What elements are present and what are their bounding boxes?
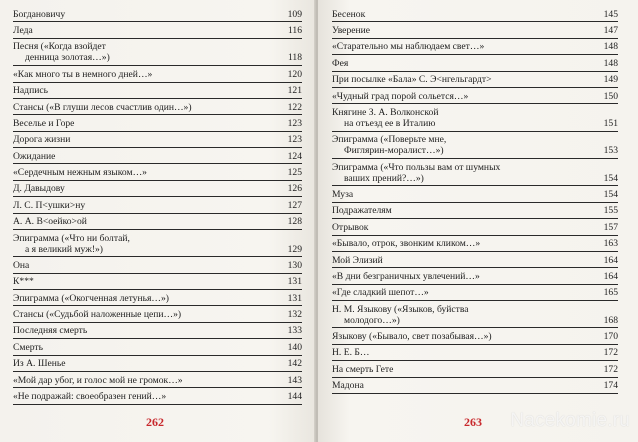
toc-entry-title: Н. Е. Б… [332,347,370,359]
toc-entry [13,274,302,290]
toc-entry-title: «Где сладкий шепот…» [332,287,429,299]
toc-entry-page: 163 [603,238,618,250]
toc-entry [13,39,302,66]
toc-entry-page: 155 [603,205,618,217]
toc-entry-page: 147 [603,25,618,37]
toc-entry-page: 149 [603,74,618,86]
toc-entry-page: 154 [603,172,618,184]
toc-entry-title: Ожидание [13,150,56,162]
toc-entry-page: 148 [603,41,618,53]
toc-entry [13,132,302,148]
toc-entry-title: Отрывок [332,221,369,233]
toc-entry-title: Эпиграмма («Что пользы вам от шумных [332,161,501,173]
toc-entry [13,22,302,38]
toc-entry-title: Языкову («Бывало, свет позабывая…») [332,331,492,343]
toc-entry-title: Богдановичу [13,8,66,20]
toc-entry-page: 142 [287,358,302,370]
toc-entry-title: Фея [332,57,349,69]
toc-entry-title: «Как много ты в немного дней…» [13,68,153,80]
toc-entry-page: 150 [603,90,618,102]
toc-entry [13,99,302,115]
toc-entry-page: 157 [603,221,618,233]
toc-entry-title: А. А. В<оейко>ой [13,216,87,228]
toc-entry-title: «Мой дар убог, и голос мой не громок…» [13,374,183,386]
toc-entry [13,164,302,180]
toc-entry-title: Княгине З. А. Волконской [332,106,439,118]
toc-entry-title: «Бывало, отрок, звонким кликом…» [332,238,481,250]
toc-entry-title: Мой Элизий [332,254,383,266]
toc-entry-title: молодого…») [344,314,400,326]
toc-entry-title: Веселье и Горе [13,117,75,129]
toc-entry-page: 125 [287,167,302,179]
toc-entry-title: а я великий муж!») [25,243,104,255]
toc-entry-title: Стансы («В глуши лесов счастлив один…») [13,101,192,113]
toc-entry-page: 140 [287,341,302,353]
toc-entry-page: 129 [287,243,302,255]
toc-entry [13,290,302,306]
toc-entry-page: 109 [287,8,302,20]
toc-entry-page: 116 [287,25,302,37]
toc-entry [13,214,302,230]
toc-entry-title: Дорога жизни [13,134,71,146]
toc-entry-title: Леда [13,25,33,37]
toc-entry-title: «Старательно мы наблюдаем свет…» [332,41,485,53]
right-toc [332,6,618,394]
toc-entry [332,55,618,71]
toc-entry-title: денница золотая…») [25,52,110,64]
toc-entry-page: 144 [287,390,302,402]
toc-entry-page: 168 [603,314,618,326]
toc-entry [13,66,302,82]
toc-entry-title: «Чудный град порой сольется…» [332,90,469,102]
toc-entry [13,148,302,164]
left-page-number: 262 [146,415,164,429]
toc-entry [332,378,618,394]
left-page [0,0,316,442]
toc-entry-title: Уверение [332,25,371,37]
toc-entry-title: Фиглярин-моралист…») [344,145,444,157]
toc-entry-page: 122 [287,101,302,113]
toc-entry-title: «Сердечным нежным языком…» [13,167,147,179]
toc-entry-page: 172 [603,347,618,359]
toc-entry-title: на отъезд ее в Италию [344,117,436,129]
toc-entry-page: 132 [287,309,302,321]
toc-entry [332,301,618,328]
toc-entry [332,268,618,284]
toc-entry [13,306,302,322]
right-page-number: 263 [464,415,482,429]
toc-entry-title: Надпись [13,85,48,97]
toc-entry [332,361,618,377]
toc-entry-page: 130 [287,259,302,271]
toc-entry [13,230,302,257]
toc-entry-title: Эпиграмма («Поверьте мне, [332,134,447,146]
toc-entry-title: Подражателям [332,205,392,217]
toc-entry [13,323,302,339]
toc-entry [332,104,618,131]
toc-entry-page: 126 [287,183,302,195]
toc-entry-title: Эпиграмма («Окогченная летунья…») [13,292,169,304]
toc-entry-page: 124 [287,150,302,162]
toc-entry-title: Н. М. Языкову («Языков, буйства [332,303,469,315]
toc-entry-title: Муза [332,189,354,201]
toc-entry [332,6,618,22]
toc-entry [332,345,618,361]
toc-entry-title: К*** [13,276,34,288]
toc-entry-page: 123 [287,134,302,146]
toc-entry-title: На смерть Гете [332,363,394,375]
toc-entry-page: 153 [603,145,618,157]
toc-entry-title: Мадона [332,380,364,392]
toc-entry-page: 154 [603,189,618,201]
toc-entry-title: «В дни безграничных увлечений…» [332,270,480,282]
toc-entry [332,132,618,159]
toc-entry [13,356,302,372]
toc-entry [13,197,302,213]
toc-entry [13,6,302,22]
toc-entry [332,159,618,186]
toc-entry [332,88,618,104]
toc-entry [332,39,618,55]
toc-entry-page: 131 [287,276,302,288]
toc-entry-page: 151 [603,117,618,129]
toc-entry-page: 170 [603,331,618,343]
toc-entry-title: Д. Давыдову [13,183,65,195]
toc-entry [332,186,618,202]
toc-entry-title: «Не подражай: своеобразен гений…» [13,390,167,402]
toc-entry-title: Эпиграмма («Что ни болтай, [13,232,130,244]
toc-entry-title: При посылке «Бала» С. Э<нгельгардт> [332,74,492,86]
toc-entry-page: 133 [287,325,302,337]
toc-entry-page: 164 [603,270,618,282]
toc-entry-title: Из А. Шенье [13,358,66,370]
toc-entry-title: Бесенок [332,8,366,20]
toc-entry-title: Л. С. П<ушки>ну [13,199,86,211]
toc-entry [332,72,618,88]
toc-entry-title: ваших прений?…») [344,172,424,184]
toc-entry [13,372,302,388]
toc-entry-title: Она [13,259,30,271]
toc-entry-page: 165 [603,287,618,299]
toc-entry [13,339,302,355]
toc-entry-page: 145 [603,8,618,20]
toc-entry-page: 121 [287,85,302,97]
watermark: Nacekomie.ru [510,410,630,431]
toc-entry-title: Смерть [13,341,43,353]
toc-entry [13,257,302,273]
toc-entry [332,219,618,235]
toc-entry-title: Песня («Когда взойдет [13,41,106,53]
toc-entry [13,115,302,131]
toc-entry-page: 123 [287,117,302,129]
toc-entry-page: 131 [287,292,302,304]
toc-entry [13,83,302,99]
toc-entry-page: 120 [287,68,302,80]
toc-entry [13,388,302,404]
toc-entry [332,22,618,38]
toc-entry [332,203,618,219]
toc-entry-page: 128 [287,216,302,228]
toc-entry [332,252,618,268]
toc-entry [13,181,302,197]
toc-entry [332,285,618,301]
toc-entry-page: 172 [603,363,618,375]
toc-entry-page: 143 [287,374,302,386]
right-page [318,0,638,442]
toc-entry-title: Последняя смерть [13,325,88,337]
toc-entry-page: 148 [603,57,618,69]
toc-entry-page: 174 [603,380,618,392]
toc-entry-page: 164 [603,254,618,266]
toc-entry-title: Стансы («Судьбой наложенные цепи…») [13,309,182,321]
toc-entry-page: 118 [287,52,302,64]
toc-entry-page: 127 [287,199,302,211]
toc-entry [332,236,618,252]
toc-entry [332,328,618,344]
left-toc [13,6,302,405]
